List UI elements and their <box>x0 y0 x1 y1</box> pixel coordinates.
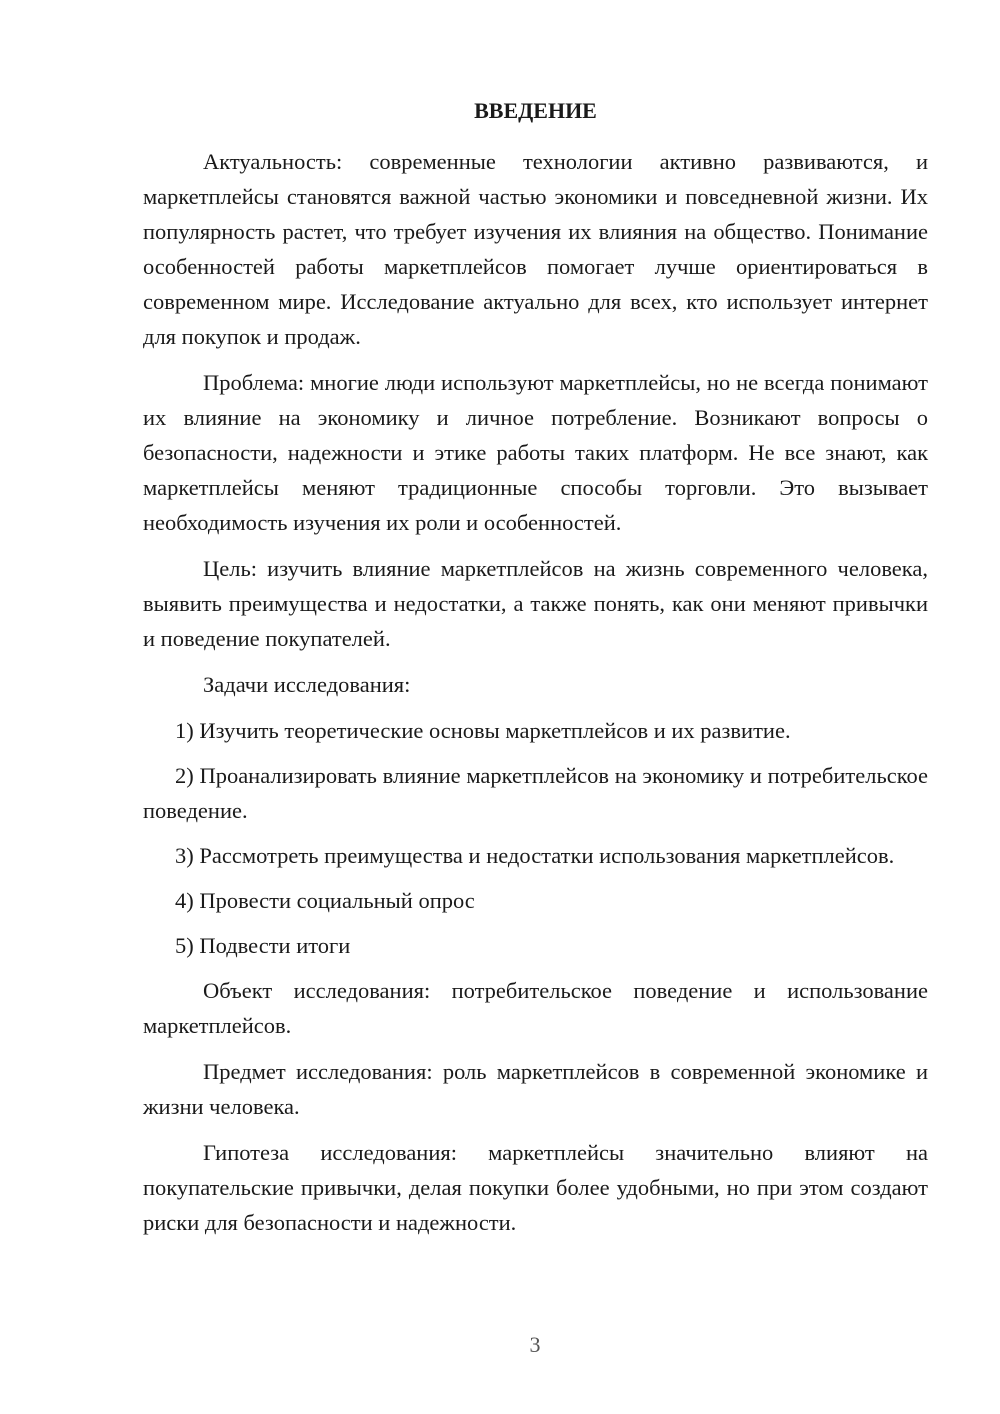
paragraph-relevance: Актуальность: современные технологии активно развиваются, и маркетплейсы становятся важной частью экономики и повседневной жизни. Их популярность растет, что требует изучения их влияния на общество. Понимание особенностей работы маркетплейсов помогает лучше ориентироваться в современном мире. Исследование актуально для всех, кто использует интернет для покупок и продаж. <box>143 149 928 349</box>
task-item-4: 4) Провести социальный опрос <box>175 888 475 913</box>
paragraph-problem: Проблема: многие люди используют маркетплейсы, но не всегда понимают их влияние на экономику и личное потребление. Возникают вопросы о безопасности, надежности и этике работы таких платформ. Не все знают, как маркетплейсы меняют традиционные способы торговли. Это вызывает необходимость изучения их роли и особенностей. <box>143 370 928 535</box>
paragraph-object: Объект исследования: потребительское поведение и использование маркетплейсов. <box>143 978 928 1038</box>
page-title: ВВЕДЕНИЕ <box>474 98 597 123</box>
page-number: 3 <box>529 1332 541 1357</box>
task-item-5: 5) Подвести итоги <box>175 933 351 958</box>
task-item-2: 2) Проанализировать влияние маркетплейсов на экономику и потребительское поведение. <box>143 763 928 823</box>
paragraph-hypothesis: Гипотеза исследования: маркетплейсы значительно влияют на покупательские привычки, делая покупки более удобными, но при этом создают риски для безопасности и надежности. <box>143 1140 928 1235</box>
document-page <box>143 96 928 1251</box>
task-item-1: 1) Изучить теоретические основы маркетплейсов и их развитие. <box>175 718 791 743</box>
paragraph-goal: Цель: изучить влияние маркетплейсов на жизнь современного человека, выявить преимущества и недостатки, а также понять, как они меняют привычки и поведение покупателей. <box>143 556 928 651</box>
tasks-heading: Задачи исследования: <box>203 672 411 697</box>
task-item-3: 3) Рассмотреть преимущества и недостатки использования маркетплейсов. <box>175 843 895 868</box>
paragraph-subject: Предмет исследования: роль маркетплейсов в современной экономике и жизни человека. <box>143 1059 928 1119</box>
